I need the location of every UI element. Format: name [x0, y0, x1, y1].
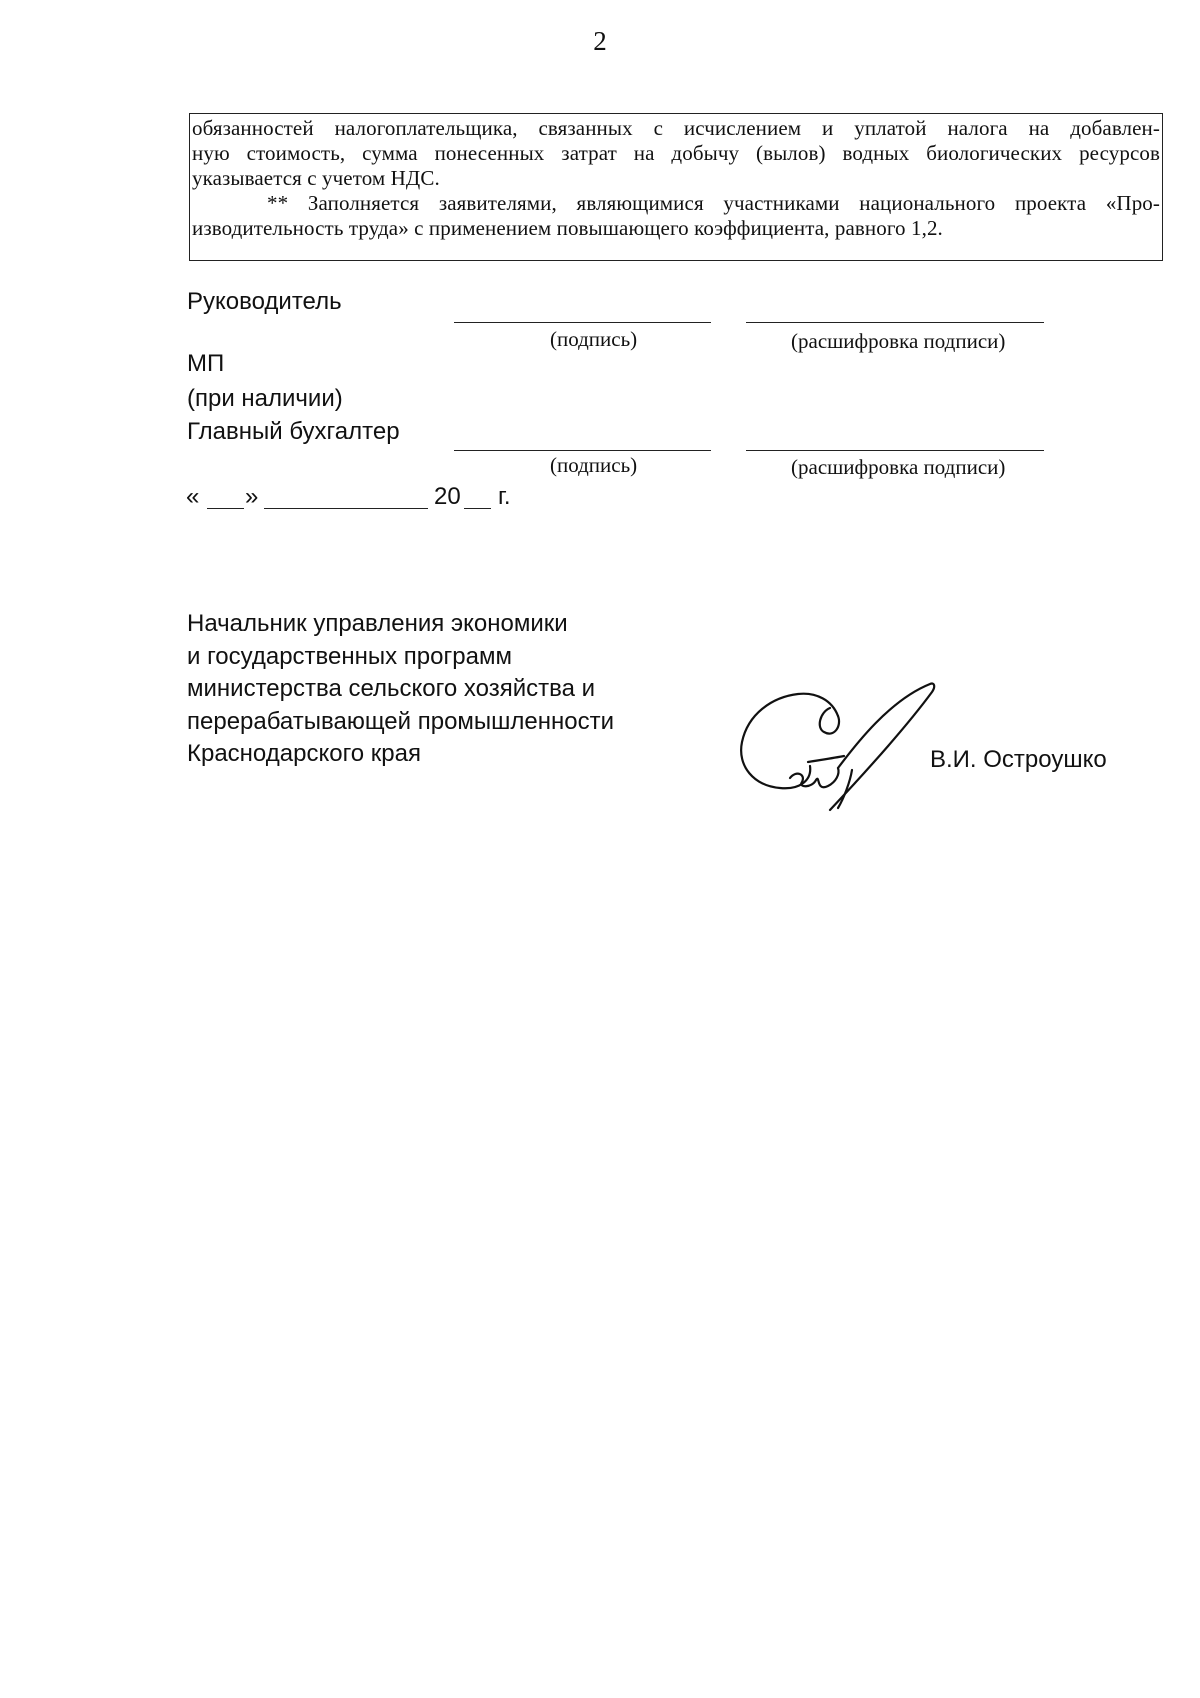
date-open-quote: «: [186, 483, 200, 510]
head-label: Руководитель: [187, 288, 342, 315]
signatory-title-line: перерабатывающей промышленности: [187, 707, 615, 735]
date-close-quote: »: [245, 483, 259, 510]
footnote-line: ную стоимость, сумма понесенных затрат на добычу (вылов) водных биологических ресурсов: [192, 141, 1160, 165]
stamp-label: МП: [187, 350, 225, 377]
date-year-prefix: 20: [434, 483, 461, 510]
head-signature-line: [454, 322, 711, 323]
footnote-box: [189, 113, 1163, 261]
handwritten-signature: [720, 670, 960, 820]
accountant-decoding-line: [746, 450, 1044, 451]
page-number: 2: [593, 26, 607, 56]
stamp-note: (при наличии): [187, 385, 343, 412]
accountant-signature-hint: (подпись): [550, 453, 638, 477]
accountant-signature-line: [454, 450, 711, 451]
signatory-name: В.И. Остроушко: [930, 746, 1107, 773]
footnote-line: ** Заполняется заявителями, являющимися участниками национального проекта «Про-: [267, 191, 1160, 215]
head-decoding-hint: (расшифровка подписи): [791, 329, 1006, 353]
accountant-label: Главный бухгалтер: [187, 418, 400, 445]
signatory-title-line: Начальник управления экономики: [187, 610, 568, 637]
signatory-title-line: министерства сельского хозяйства и: [187, 675, 595, 702]
head-decoding-line: [746, 322, 1044, 323]
footnote-line: указывается с учетом НДС.: [192, 166, 440, 190]
signatory-title: [187, 608, 614, 771]
footnote-line: изводительность труда» с применением повышающего коэффициента, равного 1,2.: [192, 216, 943, 240]
signatory-title-line: и государственных программ: [187, 642, 512, 670]
date-day-line: [207, 508, 244, 509]
head-signature-hint: (подпись): [550, 327, 638, 351]
date-month-line: [264, 508, 428, 509]
signatory-title-line: Краснодарского края: [187, 740, 421, 767]
footnote-line: обязанностей налогоплательщика, связанных с исчислением и уплатой налога на добавлен-: [192, 116, 1160, 140]
date-year-suffix: г.: [498, 483, 511, 510]
accountant-decoding-hint: (расшифровка подписи): [791, 455, 1006, 479]
date-year-line: [464, 508, 491, 509]
